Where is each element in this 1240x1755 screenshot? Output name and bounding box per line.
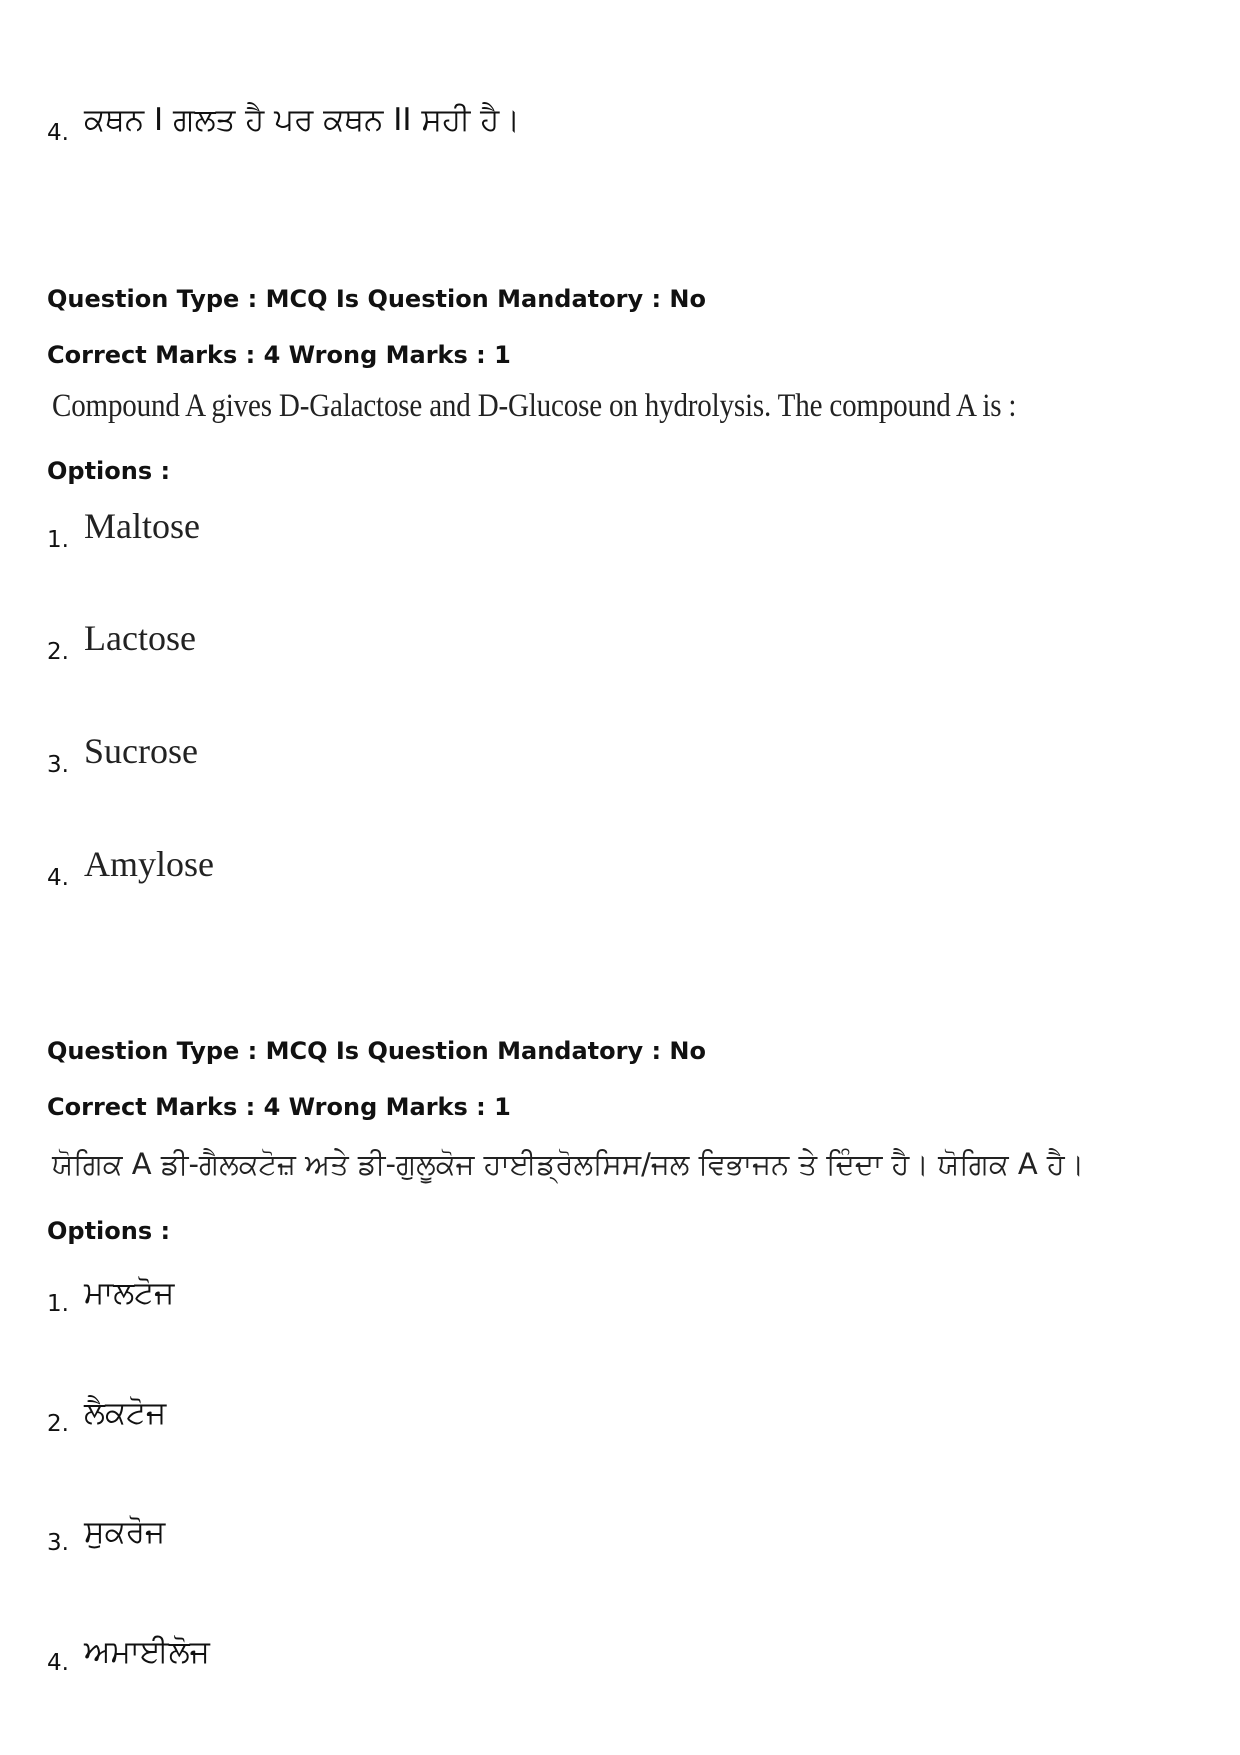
option-number: 4. <box>47 120 69 146</box>
option-number: 1. <box>47 527 69 553</box>
question-stem: ਯੋਗਿਕ A ਡੀ-ਗੈਲਕਟੋਜ਼ ਅਤੇ ਡੀ-ਗੁਲੂਕੋਜ ਹਾਈਡ੍ਰੋਲਸਿਸ/ਜਲ ਵਿਭਾਜਨ ਤੇ ਦਿੰਦਾ ਹੈ। ਯੋਗਿਕ A ਹੈ। <box>52 1147 1085 1181</box>
option-number: 1. <box>47 1291 69 1317</box>
option-number: 4. <box>47 1650 69 1676</box>
question-stem: Compound A gives D-Galactose and D-Glucose on hydrolysis. The compound A is : <box>52 388 1017 424</box>
option-text: Lactose <box>84 618 196 658</box>
options-label: Options : <box>47 457 171 485</box>
option-text: Maltose <box>84 506 200 546</box>
option-text: ਸੁਕਰੋਜ <box>84 1514 166 1550</box>
option-number: 2. <box>47 1411 69 1437</box>
marks-line: Correct Marks : 4 Wrong Marks : 1 <box>47 341 511 369</box>
option-number: 3. <box>47 1530 69 1556</box>
option-text: Sucrose <box>84 731 198 771</box>
option-text: ਲੈਕਟੋਜ <box>84 1395 167 1431</box>
option-text: ਕਥਨ I ਗਲਤ ਹੈ ਪਰ ਕਥਨ II ਸਹੀ ਹੈ। <box>84 102 521 138</box>
option-text: ਮਾਲਟੋਜ <box>84 1275 175 1311</box>
option-number: 3. <box>47 752 69 778</box>
option-number: 2. <box>47 639 69 665</box>
question-type-line: Question Type : MCQ Is Question Mandatory : No <box>47 285 706 313</box>
option-number: 4. <box>47 865 69 891</box>
marks-line: Correct Marks : 4 Wrong Marks : 1 <box>47 1093 511 1121</box>
question-type-line: Question Type : MCQ Is Question Mandatory : No <box>47 1037 706 1065</box>
options-label: Options : <box>47 1217 171 1245</box>
option-text: ਅਮਾਈਲੋਜ <box>84 1634 210 1670</box>
option-text: Amylose <box>84 844 214 884</box>
